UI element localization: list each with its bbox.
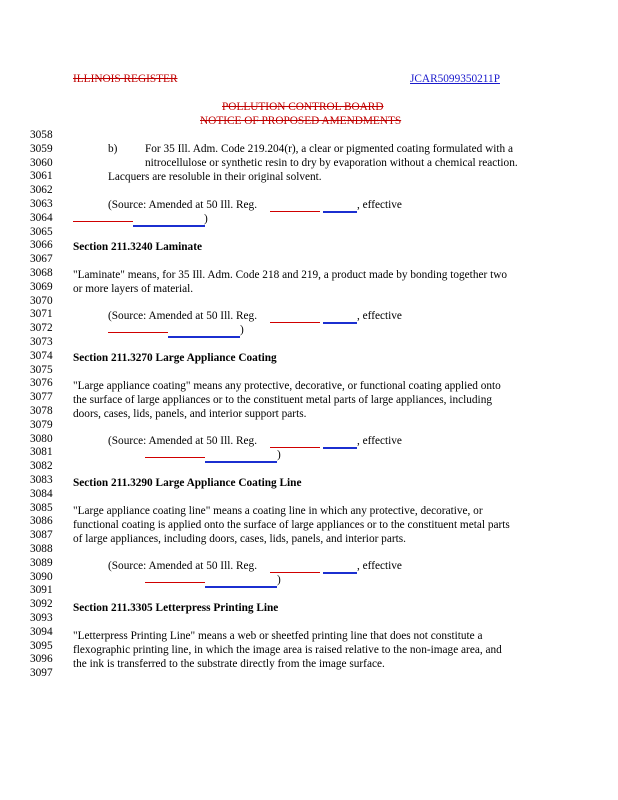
line-number: 3075 (30, 363, 53, 376)
section-text-line: functional coating is applied onto the surface of large appliances or to the constituent metal parts (73, 519, 510, 531)
line-number: 3095 (30, 639, 53, 652)
line-number: 3084 (30, 487, 53, 500)
inserted-blank (205, 586, 277, 588)
close-paren: ) (204, 213, 208, 225)
section-text-line: "Large appliance coating line" means a coating line in which any protective, decorative, or (73, 505, 483, 517)
line-number: 3089 (30, 556, 53, 569)
line-number: 3070 (30, 294, 53, 307)
source-note: (Source: Amended at 50 Ill. Reg. (108, 310, 258, 322)
section-text-line: or more layers of material. (73, 283, 194, 295)
section-text-line: the ink is transferred to the substrate directly from the image surface. (73, 658, 385, 670)
line-number: 3083 (30, 474, 53, 486)
section-heading: Section 211.3305 Letterpress Printing Line (73, 602, 279, 614)
deleted-blank (145, 582, 205, 583)
inserted-blank (323, 447, 357, 449)
line-number: 3088 (30, 543, 53, 555)
line-number: 3094 (30, 625, 53, 638)
line-number: 3072 (30, 322, 53, 335)
line-number: 3074 (30, 349, 53, 362)
section-heading: Section 211.3290 Large Appliance Coating Line (73, 477, 302, 489)
section-text-line: "Laminate" means, for 35 Ill. Adm. Code 218 and 219, a product made by bonding together two (73, 269, 508, 281)
inserted-blank (168, 336, 240, 338)
line-number: 3093 (30, 612, 53, 624)
inserted-blank (133, 225, 205, 227)
line-number: 3079 (30, 418, 53, 431)
deleted-blank (270, 447, 320, 448)
deleted-blank (145, 457, 205, 458)
source-note: (Source: Amended at 50 Ill. Reg. (108, 199, 258, 211)
line-number: 3069 (30, 280, 53, 293)
register-title: ILLINOIS REGISTER (73, 73, 178, 85)
line-number: 3066 (30, 239, 53, 252)
close-paren: ) (277, 574, 281, 586)
line-number: 3091 (30, 584, 53, 597)
source-note: (Source: Amended at 50 Ill. Reg. (108, 435, 258, 447)
line-number: 3067 (30, 253, 53, 266)
line-number: 3086 (30, 515, 53, 528)
close-paren: ) (240, 324, 244, 336)
line-number: 3087 (30, 529, 53, 542)
line-number: 3076 (30, 377, 53, 390)
effective-label: , effective (357, 199, 402, 211)
line-number: 3085 (30, 501, 53, 514)
line-number: 3092 (30, 598, 53, 611)
line-number: 3065 (30, 225, 53, 238)
deleted-blank (270, 572, 320, 573)
line-number: 3059 (30, 142, 53, 155)
inserted-blank (205, 461, 277, 463)
deleted-blank (108, 332, 168, 333)
effective-label: , effective (357, 560, 402, 572)
section-text-line: flexographic printing line, in which the image area is raised relative to the non-image area, and (73, 644, 502, 656)
item-b-line: nitrocellulose or synthetic resin to dry by evaporation without a chemical reaction. (145, 157, 518, 169)
section-text-line: "Large appliance coating" means any protective, decorative, or functional coating applied onto (73, 380, 501, 392)
source-note: (Source: Amended at 50 Ill. Reg. (108, 560, 258, 572)
inserted-blank (323, 572, 357, 574)
section-text-line: doors, cases, lids, panels, and interior support parts. (73, 408, 307, 420)
notice-title: NOTICE OF PROPOSED AMENDMENTS (200, 115, 402, 127)
line-number: 3080 (30, 432, 53, 445)
effective-label: , effective (357, 435, 402, 447)
line-number: 3096 (30, 653, 53, 666)
line-number: 3077 (30, 391, 53, 404)
section-text-line: the surface of large appliances or to the constituent metal parts of large appliances, including (73, 394, 492, 406)
section-heading: Section 211.3270 Large Appliance Coating (73, 352, 277, 364)
line-number: 3090 (30, 570, 53, 583)
deleted-blank (270, 322, 320, 323)
line-number: 3064 (30, 211, 53, 224)
section-text-line: "Letterpress Printing Line" means a web or sheetfed printing line that does not constitute a (73, 630, 483, 642)
line-number: 3081 (30, 446, 53, 459)
jcar-code: JCAR5099350211P (410, 73, 500, 85)
section-heading: Section 211.3240 Laminate (73, 241, 202, 253)
line-number: 3060 (30, 156, 53, 169)
line-number: 3058 (30, 129, 53, 141)
close-paren: ) (277, 449, 281, 461)
effective-label: , effective (357, 310, 402, 322)
inserted-blank (323, 322, 357, 324)
item-b-label: b) (108, 143, 118, 155)
line-number: 3097 (30, 667, 53, 680)
section-text-line: of large appliances, including doors, cases, lids, panels, and interior parts. (73, 533, 406, 545)
line-number: 3063 (30, 198, 53, 210)
line-number: 3061 (30, 170, 53, 183)
item-b-line: For 35 Ill. Adm. Code 219.204(r), a clear or pigmented coating formulated with a (145, 143, 513, 155)
item-b-line: Lacquers are resoluble in their original solvent. (108, 171, 322, 183)
line-number: 3078 (30, 405, 53, 417)
line-number: 3062 (30, 184, 53, 197)
line-number: 3073 (30, 336, 53, 348)
line-number: 3071 (30, 308, 53, 321)
line-number: 3068 (30, 267, 53, 279)
line-number: 3082 (30, 460, 53, 473)
deleted-blank (73, 221, 133, 222)
board-title: POLLUTION CONTROL BOARD (222, 101, 384, 113)
inserted-blank (323, 211, 357, 213)
deleted-blank (270, 211, 320, 212)
